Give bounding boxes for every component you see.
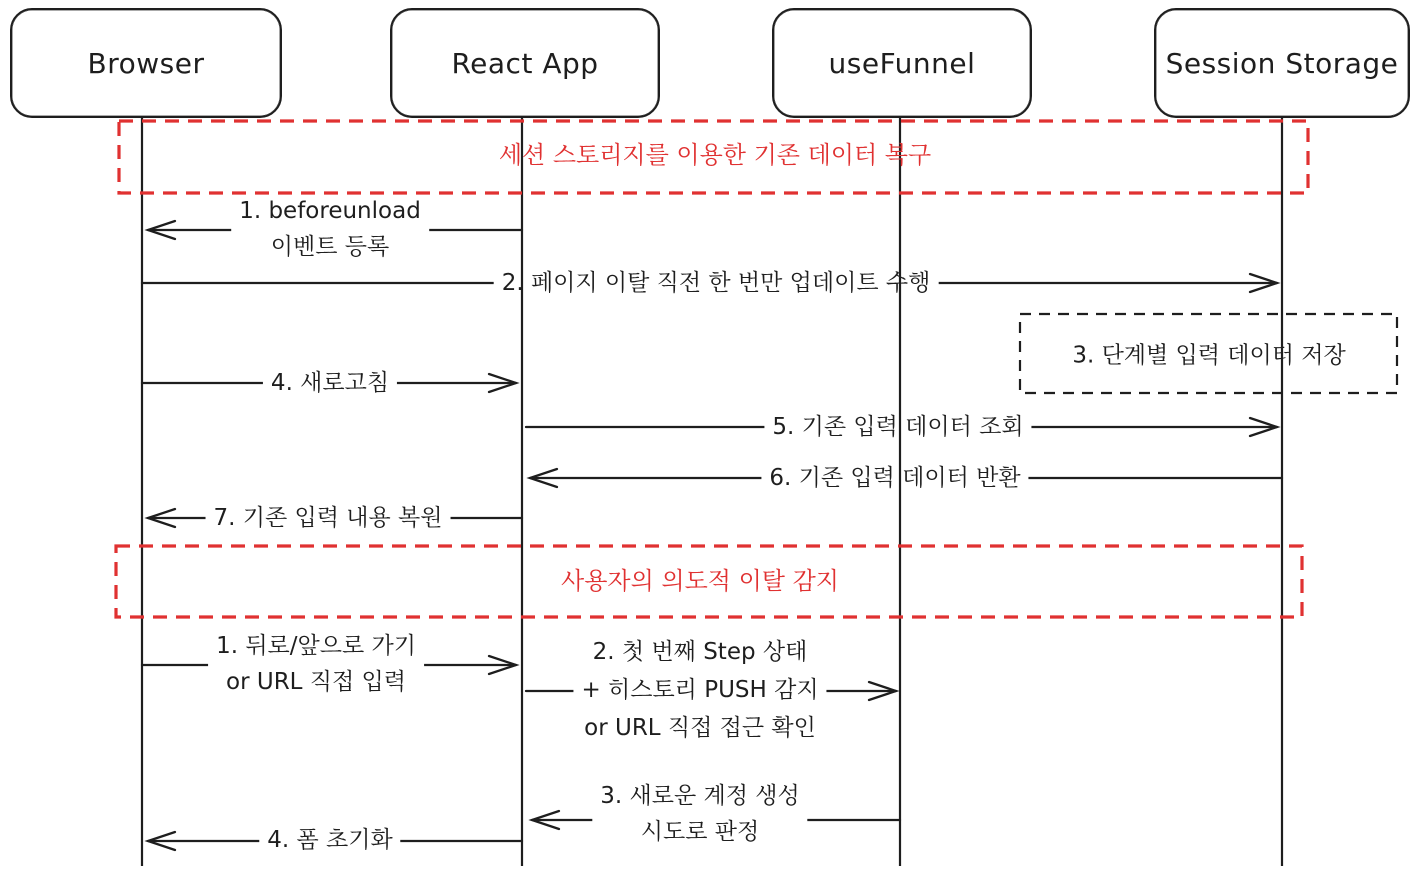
message-label-line: 3. 새로운 계정 생성 xyxy=(600,783,800,809)
note-text-save-step-data: 3. 단계별 입력 데이터 저장 xyxy=(1072,342,1346,369)
message-label-line: 1. beforeunload xyxy=(239,198,421,224)
participant-label: React App xyxy=(451,46,599,80)
participant-label: Session Storage xyxy=(1165,46,1399,80)
participant-react-app xyxy=(390,8,660,118)
message-label-line: or URL 직접 입력 xyxy=(226,669,406,695)
message-label-line: 4. 폼 초기화 xyxy=(267,827,393,853)
message-label-line: 6. 기존 입력 데이터 반환 xyxy=(769,465,1021,491)
message-label-line: 4. 새로고침 xyxy=(270,370,390,396)
message-label-line: 7. 기존 입력 내용 복원 xyxy=(213,505,443,531)
participant-usefunnel xyxy=(772,8,1032,118)
message-label-line: 시도로 판정 xyxy=(640,819,760,845)
message-label-line: 2. 첫 번째 Step 상태 xyxy=(592,639,808,665)
participant-label: useFunnel xyxy=(828,46,976,80)
message-label-line: or URL 직접 접근 확인 xyxy=(584,715,816,741)
phase-title-exit-detect: 사용자의 의도적 이탈 감지 xyxy=(561,567,839,595)
message-label-line: 5. 기존 입력 데이터 조회 xyxy=(772,414,1024,440)
phase-title-restore: 세션 스토리지를 이용한 기존 데이터 복구 xyxy=(498,141,932,169)
participant-session-storage xyxy=(1154,8,1410,118)
message-label-line: 1. 뒤로/앞으로 가기 xyxy=(216,633,416,659)
participant-browser xyxy=(10,8,282,118)
message-label-line: 2. 페이지 이탈 직전 한 번만 업데이트 수행 xyxy=(501,270,931,296)
message-label-line: + 히스토리 PUSH 감지 xyxy=(581,677,819,703)
message-label-line: 이벤트 등록 xyxy=(270,234,390,260)
participant-label: Browser xyxy=(87,46,205,80)
